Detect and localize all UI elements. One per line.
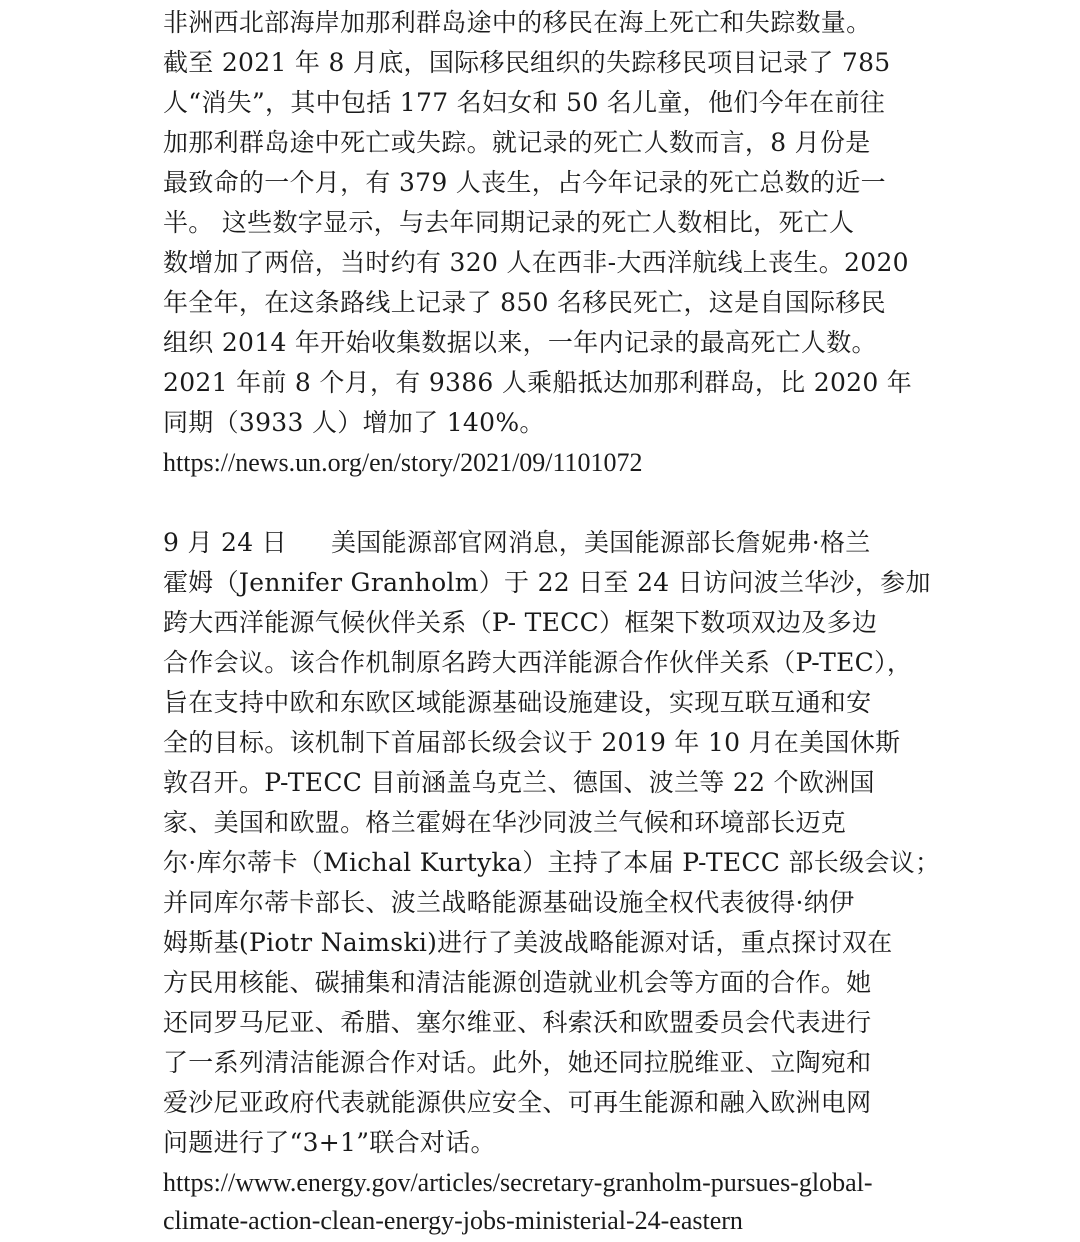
article1-line-7: 数增加了两倍，当时约有 320 人在西非-大西洋航线上丧生。2020 bbox=[163, 248, 909, 277]
article2-line-3: 跨大西洋能源气候伙伴关系（P- TECC）框架下数项双边及多边 bbox=[163, 608, 878, 637]
article2-source-link-part-1[interactable]: https://www.energy.gov/articles/secretary-granholm-pursues-global- bbox=[163, 1168, 873, 1197]
article2-line-9: 尔·库尔蒂卡（Michal Kurtyka）主持了本届 P-TECC 部长级会议； bbox=[163, 848, 941, 877]
article2-first-line bbox=[163, 526, 871, 560]
article1-line-4: 加那利群岛途中死亡或失踪。就记录的死亡人数而言，8 月份是 bbox=[163, 128, 871, 157]
article2-line-10: 并同库尔蒂卡部长、波兰战略能源基础设施全权代表彼得·纳伊 bbox=[163, 888, 855, 917]
article2-line-2: 霍姆（Jennifer Granholm）于 22 日至 24 日访问波兰华沙，参加 bbox=[163, 568, 931, 597]
article2-line-12: 方民用核能、碳捕集和清洁能源创造就业机会等方面的合作。她 bbox=[163, 968, 872, 997]
article2-lead: 美国能源部官网消息，美国能源部长詹妮弗·格兰 bbox=[331, 528, 871, 557]
article1-line-9: 组织 2014 年开始收集数据以来，一年内记录的最高死亡人数。 bbox=[163, 328, 877, 357]
article2-line-13: 还同罗马尼亚、希腊、塞尔维亚、科索沃和欧盟委员会代表进行 bbox=[163, 1008, 872, 1037]
article2-date: 9 月 24 日 bbox=[163, 528, 287, 557]
article1-line-10: 2021 年前 8 个月，有 9386 人乘船抵达加那利群岛，比 2020 年 bbox=[163, 368, 913, 397]
article2-line-6: 全的目标。该机制下首届部长级会议于 2019 年 10 月在美国休斯 bbox=[163, 728, 901, 757]
article1-line-2: 截至 2021 年 8 月底，国际移民组织的失踪移民项目记录了 785 bbox=[163, 48, 891, 77]
article1-line-1: 非洲西北部海岸加那利群岛途中的移民在海上死亡和失踪数量。 bbox=[163, 8, 872, 37]
article1-line-6: 半。 这些数字显示，与去年同期记录的死亡人数相比，死亡人 bbox=[163, 208, 855, 237]
article2-line-4: 合作会议。该合作机制原名跨大西洋能源合作伙伴关系（P-TEC）， bbox=[163, 648, 913, 677]
article2-line-11: 姆斯基(Piotr Naimski)进行了美波战略能源对话，重点探讨双在 bbox=[163, 928, 893, 957]
article1-line-5: 最致命的一个月，有 379 人丧生，占今年记录的死亡总数的近一 bbox=[163, 168, 886, 197]
article1-line-11: 同期（3933 人）增加了 140%。 bbox=[163, 408, 545, 437]
article2-line-8: 家、美国和欧盟。格兰霍姆在华沙同波兰气候和环境部长迈克 bbox=[163, 808, 847, 837]
article2-line-7: 敦召开。P-TECC 目前涵盖乌克兰、德国、波兰等 22 个欧洲国 bbox=[163, 768, 875, 797]
article1-source-link[interactable]: https://news.un.org/en/story/2021/09/1101072 bbox=[163, 448, 643, 477]
article2-line-16: 问题进行了“3+1”联合对话。 bbox=[163, 1128, 496, 1157]
article2-line-5: 旨在支持中欧和东欧区域能源基础设施建设，实现互联互通和安 bbox=[163, 688, 872, 717]
article1-line-8: 年全年，在这条路线上记录了 850 名移民死亡，这是自国际移民 bbox=[163, 288, 886, 317]
article2-line-15: 爱沙尼亚政府代表就能源供应安全、可再生能源和融入欧洲电网 bbox=[163, 1088, 872, 1117]
article2-line-14: 了一系列清洁能源合作对话。此外，她还同拉脱维亚、立陶宛和 bbox=[163, 1048, 872, 1077]
article2-source-link-part-2[interactable]: climate-action-clean-energy-jobs-ministerial-24-eastern bbox=[163, 1206, 743, 1235]
article1-line-3: 人“消失”，其中包括 177 名妇女和 50 名儿童，他们今年在前往 bbox=[163, 88, 886, 117]
